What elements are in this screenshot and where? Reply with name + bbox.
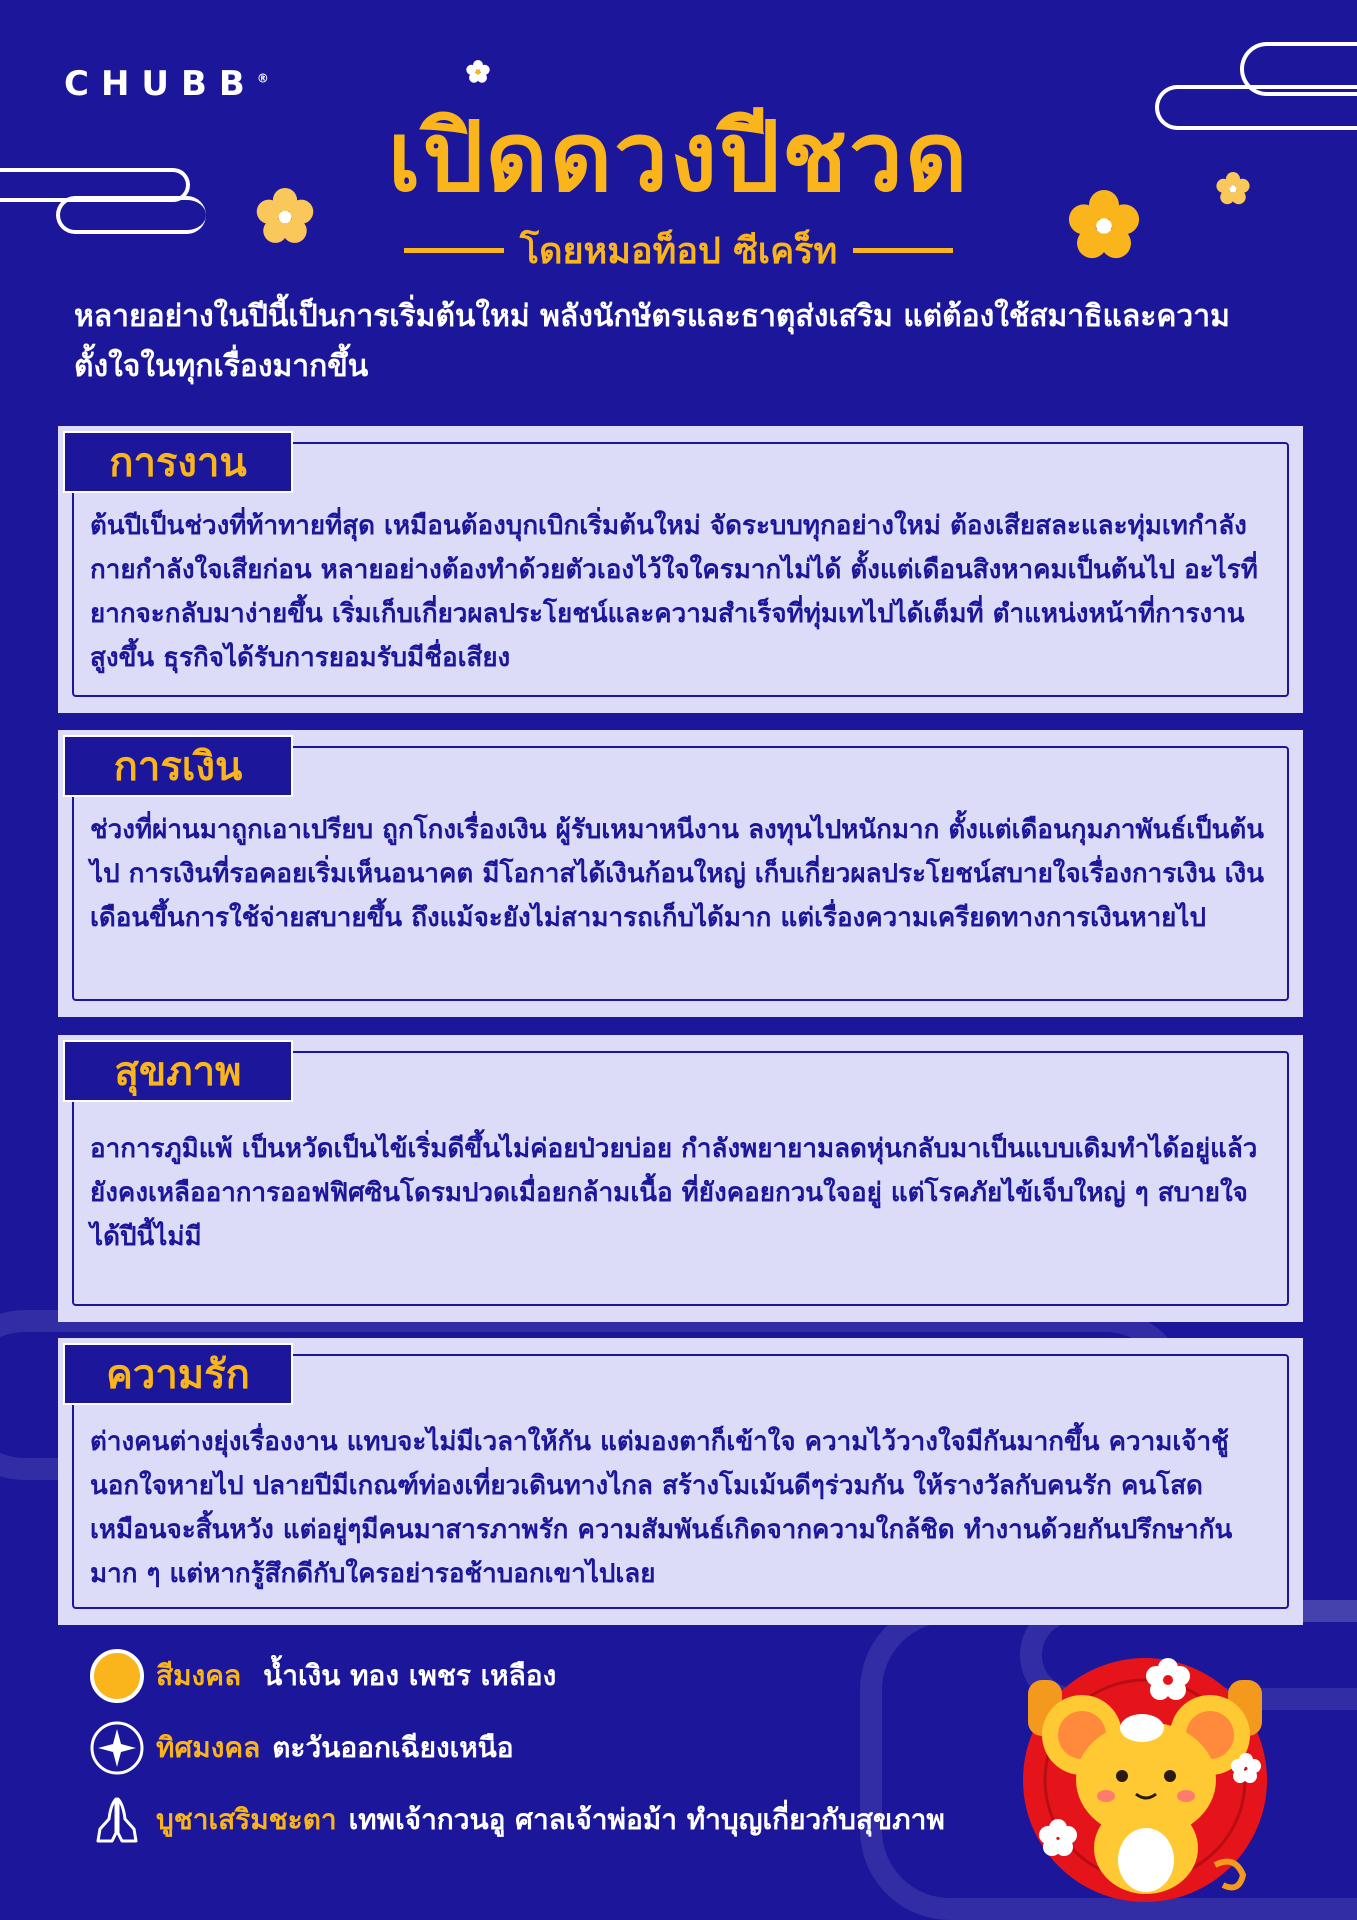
- section-card-finance: [58, 730, 1303, 1017]
- lucky-direction-value: ตะวันออกเฉียงเหนือ: [272, 1731, 514, 1764]
- compass-star-icon: [90, 1721, 144, 1775]
- subtitle-divider-right: [853, 248, 953, 253]
- praying-hands-icon: [90, 1793, 144, 1847]
- section-body: อาการภูมิแพ้ เป็นหวัดเป็นไข้เริ่มดีขึ้นไม่ค่อยป่วยบ่อย กำลังพยายามลดหุ่นกลับมาเป็นแบบเดิมทำได้อยู่แล้ว ยังคงเหลืออาการออฟฟิศซินโดรมปวดเมื่อยกล้ามเนื้อ ที่ยังคอยกวนใจอยู่ แต่โรคภัยไข้เจ็บใหญ่ ๆ สบายใจได้ปีนี้ไม่มี: [90, 1134, 1258, 1252]
- page-subtitle: โดยหมอท็อป ซีเคร็ท: [519, 231, 838, 272]
- section-card-health: [58, 1035, 1303, 1322]
- section-card-work: [58, 426, 1303, 713]
- yellow-circle-icon: [90, 1649, 144, 1703]
- section-body: ต้นปีเป็นช่วงที่ท้าทายที่สุด เหมือนต้องบุกเบิกเริ่มต้นใหม่ จัดระบบทุกอย่างใหม่ ต้องเสียสละและทุ่มเทกำลังกายกำลังใจเสียก่อน หลายอย่างต้องทำด้วยตัวเองไว้ใจใครมากไม่ได้ ตั้งแต่เดือนสิงหาคมเป็นต้นไป อะไรที่ยากจะกลับมาง่ายขึ้น เริ่มเก็บเกี่ยวผลประโยชน์และความสำเร็จที่ทุ่มเทไปได้เต็มที่ ตำแหน่งหน้าที่การงานสูงขึ้น ธุรกิจได้รับการยอมรับมีชื่อเสียง: [90, 511, 1258, 673]
- section-body: ช่วงที่ผ่านมาถูกเอาเปรียบ ถูกโกงเรื่องเงิน ผู้รับเหมาหนีงาน ลงทุนไปหนักมาก ตั้งแต่เดือนกุมภาพันธ์เป็นต้นไป การเงินที่รอคอยเริ่มเห็นอนาคต มีโอกาสได้เงินก้อนใหญ่ เก็บเกี่ยวผลประโยชน์สบายใจเรื่องการเงิน เงินเดือนขึ้นการใช้จ่ายสบายขึ้น ถึงแม้จะยังไม่สามารถเก็บได้มาก แต่เรื่องความเครียดทางการเงินหายไป: [90, 815, 1265, 933]
- section-card-love: [58, 1338, 1303, 1625]
- section-title: ความรัก: [63, 1343, 293, 1405]
- rat-mascot-illustration: [1010, 1640, 1290, 1910]
- lucky-direction-label: ทิศมงคล: [156, 1731, 261, 1764]
- section-title: การงาน: [63, 431, 293, 493]
- lucky-color-row: [90, 1649, 556, 1703]
- page-title: เปิดดวงปีชวด: [387, 101, 970, 213]
- intro-text: หลายอย่างในปีนี้เป็นการเริ่มต้นใหม่ พลังนักษัตรและธาตุส่งเสริม แต่ต้องใช้สมาธิและความตั้งใจในทุกเรื่องมากขึ้น: [74, 299, 1230, 384]
- subtitle-divider-left: [404, 248, 504, 253]
- subtitle-row: [0, 222, 1357, 279]
- blossom-icon: [466, 60, 490, 84]
- chubb-logo[interactable]: CHUBB®: [64, 64, 269, 104]
- lucky-color-value: น้ำเงิน ทอง เพชร เหลือง: [263, 1659, 557, 1692]
- section-title: สุขภาพ: [63, 1040, 293, 1102]
- worship-value: เทพเจ้ากวนอู ศาลเจ้าพ่อม้า ทำบุญเกี่ยวกับสุขภาพ: [348, 1803, 945, 1836]
- worship-row: [90, 1793, 945, 1847]
- lucky-direction-row: [90, 1721, 514, 1775]
- lucky-color-label: สีมงคล: [156, 1659, 242, 1692]
- section-body: ต่างคนต่างยุ่งเรื่องงาน แทบจะไม่มีเวลาให้กัน แต่มองตาก็เข้าใจ ความไว้วางใจมีกันมากขึ้น ความเจ้าชู้นอกใจหายไป ปลายปีมีเกณฑ์ท่องเที่ยวเดินทางไกล สร้างโมเม้นดีๆร่วมกัน ให้รางวัลกับคนรัก คนโสดเหมือนจะสิ้นหวัง แต่อยู่ๆมีคนมาสารภาพรัก ความสัมพันธ์เกิดจากความใกล้ชิด ทำงานด้วยกันปรึกษากันมาก ๆ แต่หากรู้สึกดีกับใครอย่ารอช้าบอกเขาไปเลย: [90, 1427, 1233, 1589]
- section-title: การเงิน: [63, 735, 293, 797]
- worship-label: บูชาเสริมชะตา: [156, 1803, 337, 1836]
